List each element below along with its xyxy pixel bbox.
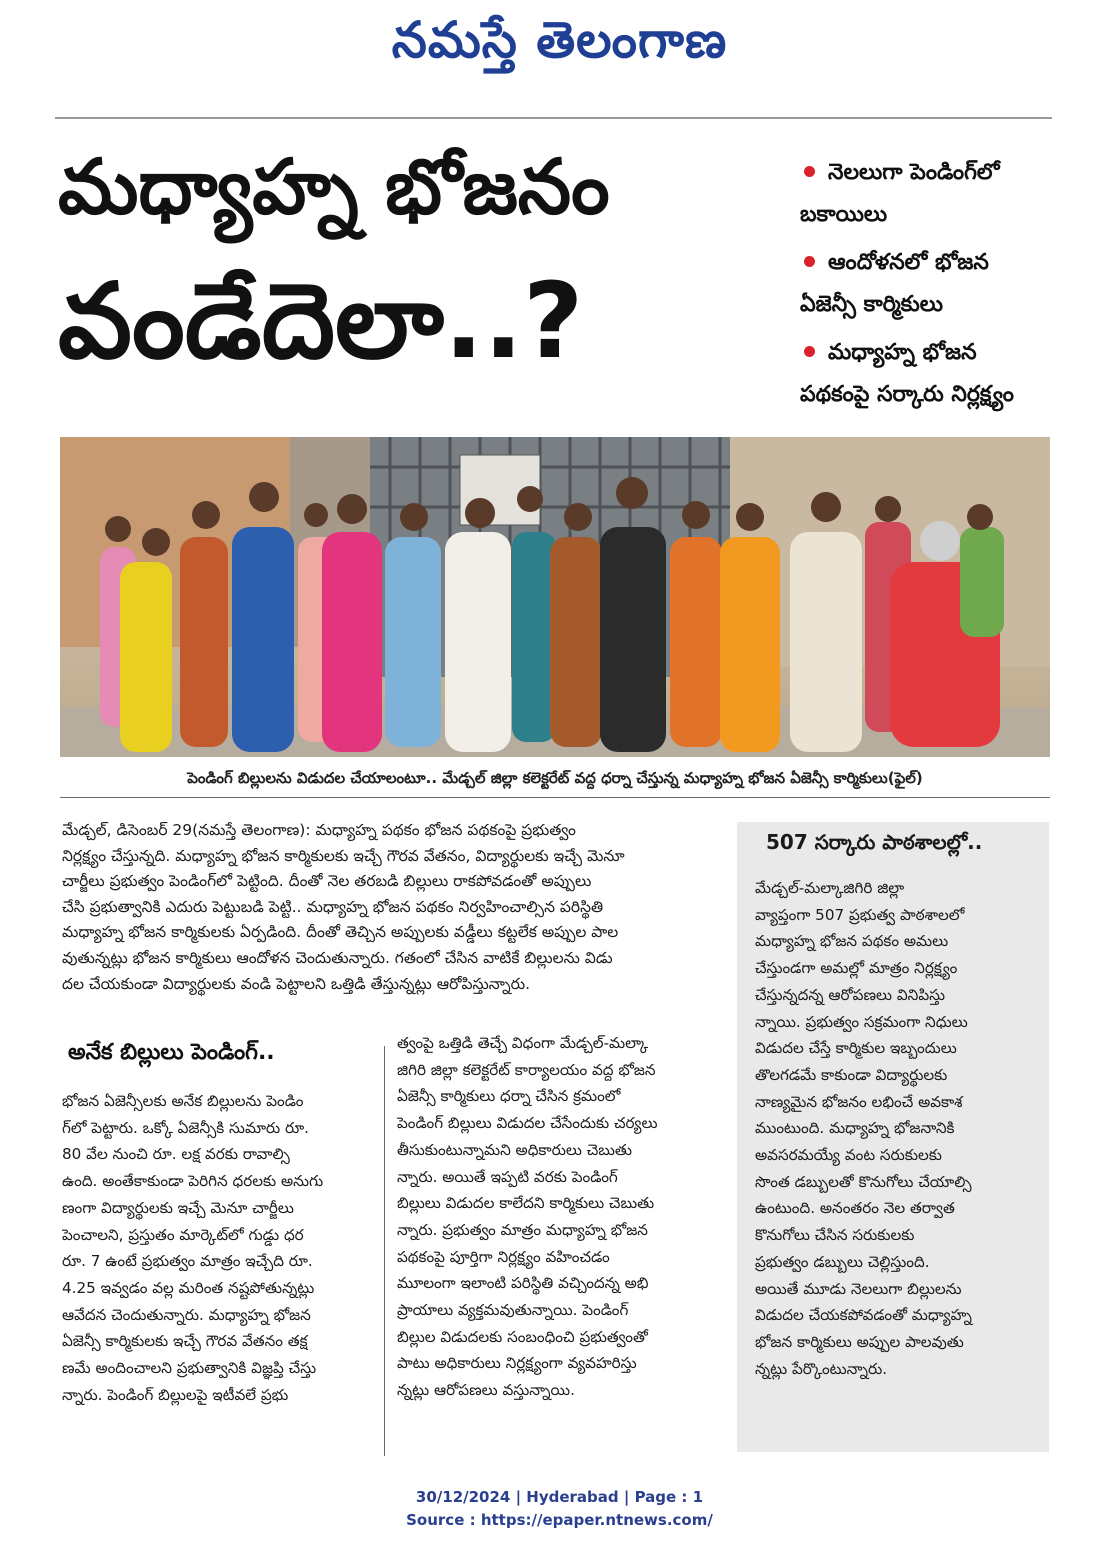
text-line: సొంత డబ్బులతో కొనుగోలు చేయాల్సి [755, 1172, 972, 1191]
text-line: వ్యాప్తంగా 507 ప్రభుత్వ పాఠశాలలో [755, 905, 965, 924]
headline-line-2: వండేదెలా..? [58, 260, 584, 382]
highlight-line: బకాయిలు [800, 202, 888, 227]
text-line: త్వంపై ఒత్తిడి తెచ్చే విధంగా మేడ్చల్-మల్కా [397, 1034, 649, 1052]
footer-source-link[interactable]: Source : https://epaper.ntnews.com/ [406, 1511, 713, 1529]
lead-paragraph [62, 818, 710, 997]
text-line: 4.25 ఇవ్వడం వల్ల మరింత నష్టపోతున్నట్లు [62, 1278, 315, 1297]
newspaper-masthead: నమస్తే తెలంగాణ [391, 11, 728, 69]
text-line: న్నారు. పెండింగ్ బిల్లులపై ఇటీవలే ప్రభు [62, 1385, 289, 1404]
text-line: మూలంగా ఇలాంటి పరిస్థితి వచ్చిందన్న అభి [397, 1274, 649, 1293]
highlight-line: పథకంపై సర్కారు నిర్లక్ష్యం [800, 382, 1014, 407]
highlights-list [800, 152, 1060, 422]
highlight-line: మధ్యాహ్న భోజన [828, 340, 977, 365]
text-line: కొనుగోలు చేసిన సరుకులకు [755, 1226, 915, 1245]
text-line: దల చేయకుండా విద్యార్థులకు వండి పెట్టాలని ఒత్తిడి తేస్తున్నట్లు ఆరోపిస్తున్నారు. [62, 974, 531, 993]
page-footer [0, 1486, 1119, 1532]
text-line: చార్జీలు ప్రభుత్వం పెండింగ్‌లో పెట్టింది. దీంతో నెల తరబడి బిల్లులు రాకపోవడంతో అప్పులు [62, 872, 592, 891]
text-line: ఏజెన్సీ కార్మికులకు ఇచ్చే గౌరవ వేతనం తక్ష [62, 1332, 308, 1351]
highlight-line: ఆందోళనలో భోజన [828, 250, 989, 275]
text-line: ణమే అందించాలని ప్రభుత్వానికి విజ్ఞప్తి చేస్తు [62, 1359, 317, 1378]
bullet-dot-icon [804, 346, 815, 357]
text-line: పాటు అధికారులు నిర్లక్ష్యంగా వ్యవహరిస్తు [397, 1354, 637, 1373]
text-line: చేస్తుండగా అమల్లో మాత్రం నిర్లక్ష్యం [755, 959, 958, 978]
text-line: తీసుకుంటున్నామని అధికారులు చెబుతు [397, 1140, 632, 1159]
protest-photo [60, 437, 1050, 757]
footer-date-line: 30/12/2024 | Hyderabad | Page : 1 [415, 1488, 704, 1506]
text-line: నిర్లక్ష్యం చేస్తున్నది. మధ్యాహ్న భోజన కార్మికులకు ఇచ్చే గౌరవ వేతనం, విద్యార్థులకు ఇచ్చే మెనూ [62, 846, 625, 865]
text-line: జిగిరి జిల్లా కలెక్టరేట్ కార్యాలయం వద్ద భోజన [397, 1060, 656, 1079]
column-divider [384, 1046, 385, 1456]
text-line: న్నారు. ప్రభుత్వం మాత్రం మధ్యాహ్న భోజన [397, 1220, 648, 1239]
text-line: న్నట్లు ఆరోపణలు వస్తున్నాయి. [397, 1381, 575, 1400]
text-line: మధ్యాహ్న భోజన కార్మికులకు ఏర్పడింది. దీంతో తెచ్చిన అప్పులకు వడ్డీలు కట్టలేక అప్పుల పాల [62, 923, 619, 942]
photo-caption: పెండింగ్ బిల్లులను విడుదల చేయాలంటూ.. మేడ్చల్ జిల్లా కలెక్టరేట్ వద్ద ధర్నా చేస్తున్న మధ్యాహ్న భోజన ఏజెన్సీ కార్మికులు(ఫైల్) [187, 769, 923, 787]
sidebar-title: 507 సర్కారు పాఠశాలల్లో.. [766, 830, 983, 854]
bullet-dot-icon [804, 256, 815, 267]
text-line: మేడ్చల్-మల్కాజిగిరి జిల్లా [755, 879, 905, 897]
highlight-line: నెలలుగా పెండింగ్‌లో [828, 160, 1000, 185]
text-line: ణంగా విద్యార్థులకు ఇచ్చే మెనూ చార్జీలు [62, 1198, 294, 1217]
text-line: భోజన ఏజెన్సీలకు అనేక బిల్లులను పెండిం [62, 1092, 304, 1110]
highlight-line: ఏజెన్సీ కార్మికులు [800, 292, 943, 317]
text-line: ఉంది. అంతేకాకుండా పెరిగిన ధరలకు అనుగు [62, 1172, 324, 1191]
caption-divider [60, 797, 1050, 798]
text-line: ప్రాయాలు వ్యక్తమవుతున్నాయి. పెండింగ్ [397, 1301, 629, 1320]
text-line: గ్‌లో పెట్టారు. ఒక్కో ఏజెన్సీకి సుమారు రూ. [62, 1118, 309, 1137]
text-line: అయితే మూడు నెలలుగా బిల్లులను [755, 1279, 962, 1298]
bullet-dot-icon [804, 166, 815, 177]
text-line: ఆవేదన చెందుతున్నారు. మధ్యాహ్న భోజన [62, 1305, 311, 1324]
text-line: అవసరమయ్యే వంట సరుకులకు [755, 1146, 942, 1165]
text-line: విడుదల చేస్తే కార్మికుల ఇబ్బందులు [755, 1039, 957, 1058]
body-column-1 [62, 1088, 374, 1408]
text-line: ముంటుంది. మధ్యాహ్న భోజనానికి [755, 1119, 955, 1138]
highlight-item [800, 152, 1060, 236]
text-line: పథకంపై పూర్తిగా నిర్లక్ష్యం వహించడం [397, 1247, 610, 1266]
text-line: ప్రభుత్వం డబ్బులు చెల్లిస్తుంది. [755, 1252, 930, 1271]
text-line: రూ. 7 ఉంటే ప్రభుత్వం మాత్రం ఇచ్చేది రూ. [62, 1252, 313, 1271]
text-line: వుతున్నట్లు భోజన కార్మికులు ఆందోళన చెందుతున్నారు. గతంలో చేసిన వాటికే బిల్లులను విడు [62, 948, 613, 967]
text-line: బిల్లులు విడుదల కాలేదని కార్మికులు చెబుతు [397, 1194, 655, 1213]
protest-photo-illustration [60, 437, 1050, 757]
body-column-2 [397, 1030, 710, 1404]
article-headline [58, 128, 778, 396]
text-line: నాణ్యమైన భోజనం లభించే అవకాశ [755, 1092, 963, 1111]
highlight-item [800, 332, 1060, 416]
highlight-item [800, 242, 1060, 326]
sidebar-text [755, 875, 1037, 1382]
text-line: ఏజెన్సీ కార్మికులు ధర్నా చేసిన క్రమంలో [397, 1087, 621, 1106]
text-line: ఉంటుంది. అనంతరం నెల తర్వాత [755, 1199, 955, 1218]
text-line: భోజన కార్మికులు అప్పుల పాలవుతు [755, 1332, 964, 1351]
text-line: విడుదల చేయకపోవడంతో మధ్యాహ్న [755, 1306, 972, 1325]
text-line: పెంచాలని, ప్రస్తుతం మార్కెట్‌లో గుడ్డు ధర [62, 1225, 304, 1244]
text-line: న్నారు. అయితే ఇప్పటి వరకు పెండింగ్ [397, 1167, 618, 1186]
text-line: చేసి ప్రభుత్వానికి ఎదురు పెట్టుబడి పెట్టి.. మధ్యాహ్న భోజన పథకం నిర్వహించాల్సిన పరిస్థితి [62, 897, 604, 916]
masthead-divider [55, 117, 1052, 119]
text-line: న్నట్లు పేర్కొంటున్నారు. [755, 1359, 888, 1378]
section-subhead: అనేక బిల్లులు పెండింగ్.. [68, 1040, 275, 1065]
text-line: 80 వేల నుంచి రూ. లక్ష వరకు రావాల్సి [62, 1145, 290, 1164]
text-line: చేస్తున్నదన్న ఆరోపణలు వినిపిస్తు [755, 985, 946, 1004]
text-line: తొలగడమే కాకుండా విద్యార్థులకు [755, 1065, 948, 1084]
text-line: మధ్యాహ్న భోజన పథకం అమలు [755, 932, 949, 951]
text-line: న్నాయి. ప్రభుత్వం సక్రమంగా నిధులు [755, 1012, 968, 1031]
text-line: పెండింగ్ బిల్లులు విడుదల చేసేందుకు చర్యలు [397, 1114, 658, 1133]
text-line: బిల్లుల విడుదలకు సంబంధించి ప్రభుత్వంతో [397, 1327, 648, 1346]
text-line: మేడ్చల్, డిసెంబర్ 29(నమస్తే తెలంగాణ): మధ్యాహ్న పథకం భోజన పథకంపై ప్రభుత్వం [62, 821, 576, 839]
headline-line-1: మధ్యాహ్న భోజనం [58, 142, 610, 231]
